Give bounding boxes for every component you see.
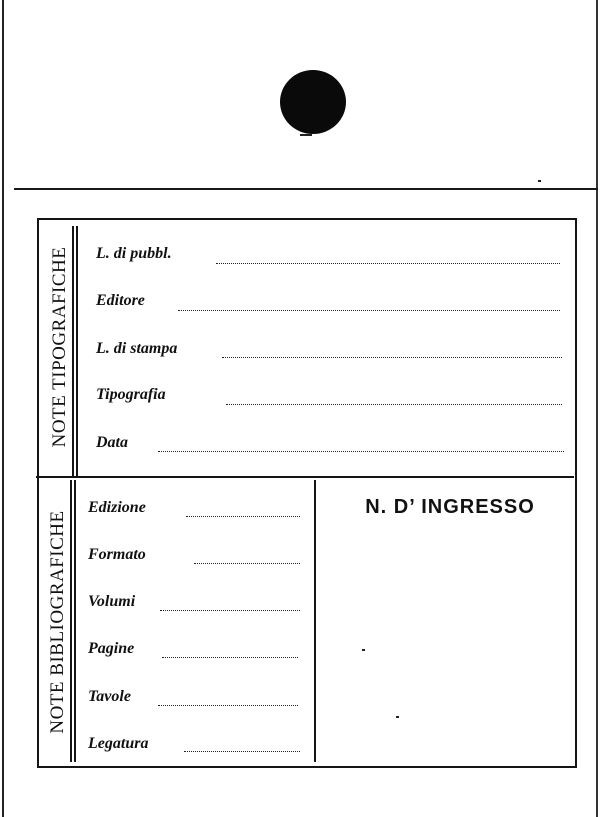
field-luogo-pubblicazione: L. di pubbl. (96, 245, 172, 262)
ink-speck (538, 180, 541, 182)
dotted-line (160, 610, 300, 611)
dotted-line (222, 357, 562, 358)
bibliografiche-rule-2 (74, 480, 76, 762)
field-volumi: Volumi (88, 593, 136, 610)
right-paper-edge (596, 0, 598, 817)
field-tipografia: Tipografia (96, 386, 166, 403)
dotted-line (216, 263, 560, 264)
punch-hole (280, 70, 346, 134)
field-edizione: Edizione (88, 499, 146, 516)
fold-line (14, 188, 598, 190)
field-pagine: Pagine (88, 640, 135, 657)
dotted-line (226, 404, 562, 405)
field-tavole: Tavole (88, 688, 131, 705)
dotted-line (158, 451, 564, 452)
ingresso-divider (314, 480, 316, 762)
section-divider (36, 476, 574, 478)
numero-ingresso-label: N. D’ INGRESSO (365, 496, 535, 518)
ink-speck (396, 716, 399, 718)
field-formato: Formato (88, 546, 146, 563)
field-data: Data (96, 434, 128, 451)
dotted-line (186, 516, 300, 517)
dotted-line (162, 657, 298, 658)
dotted-line (158, 705, 298, 706)
tipografiche-rule-2 (76, 226, 78, 476)
ink-speck (362, 649, 365, 651)
field-legatura: Legatura (88, 735, 149, 752)
note-tipografiche-label: NOTE TIPOGRAFICHE (49, 246, 70, 448)
dotted-line (184, 751, 300, 752)
dotted-line (178, 310, 560, 311)
field-luogo-stampa: L. di stampa (96, 340, 178, 357)
ink-speck (300, 134, 312, 136)
left-paper-edge (2, 0, 4, 817)
dotted-line (194, 563, 300, 564)
field-editore: Editore (96, 292, 145, 309)
note-bibliografiche-label: NOTE BIBLIOGRAFICHE (47, 510, 68, 734)
